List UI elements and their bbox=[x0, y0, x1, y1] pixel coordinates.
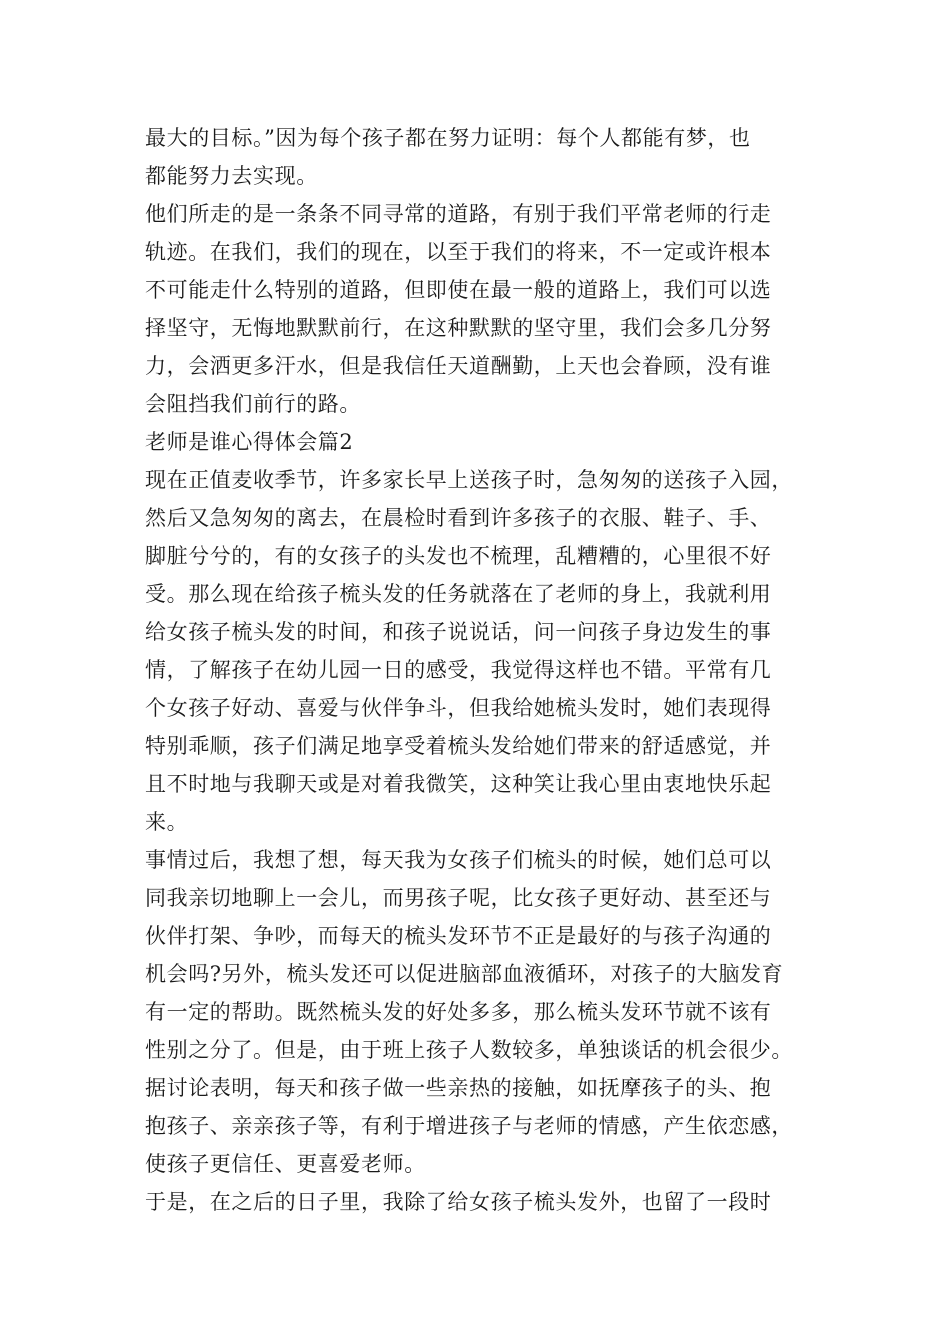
text-line: 给女孩子梳头发的时间，和孩子说说话，问一问孩子身边发生的事 bbox=[145, 620, 772, 644]
text-line: 不可能走什么特别的道路，但即使在最一般的道路上，我们可以选 bbox=[145, 278, 772, 302]
text-line: 性别之分了。但是，由于班上孩子人数较多，单独谈话的机会很少。 bbox=[145, 1038, 793, 1062]
text-line: 据讨论表明，每天和孩子做一些亲热的接触，如抚摩孩子的头、抱 bbox=[145, 1076, 772, 1100]
text-line: 力，会洒更多汗水，但是我信任天道酬勤，上天也会眷顾，没有谁 bbox=[145, 354, 772, 378]
text-line: 个女孩子好动、喜爱与伙伴争斗，但我给她梳头发时，她们表现得 bbox=[145, 696, 772, 720]
text-line: 受。那么现在给孩子梳头发的任务就落在了老师的身上，我就利用 bbox=[145, 582, 772, 606]
text-line: 有一定的帮助。既然梳头发的好处多多，那么梳头发环节就不该有 bbox=[145, 1000, 772, 1024]
section-heading: 老师是谁心得体会篇2 bbox=[145, 430, 354, 454]
text-line: 择坚守，无悔地默默前行，在这种默默的坚守里，我们会多几分努 bbox=[145, 316, 772, 340]
text-line: 轨迹。在我们，我们的现在，以至于我们的将来，不一定或许根本 bbox=[145, 240, 772, 264]
text-line: 且不时地与我聊天或是对着我微笑，这种笑让我心里由衷地快乐起 bbox=[145, 772, 772, 796]
text-line: 最大的目标。”因为每个孩子都在努力证明：每个人都能有梦，也 bbox=[145, 126, 751, 150]
text-line: 现在正值麦收季节，许多家长早上送孩子时，急匆匆的送孩子入园， bbox=[145, 468, 793, 492]
text-line: 同我亲切地聊上一会儿，而男孩子呢，比女孩子更好动、甚至还与 bbox=[145, 886, 772, 910]
text-line: 来。 bbox=[145, 810, 189, 834]
text-line: 抱孩子、亲亲孩子等，有利于增进孩子与老师的情感，产生依恋感， bbox=[145, 1114, 793, 1138]
text-line: 会阻挡我们前行的路。 bbox=[145, 392, 361, 416]
text-line: 他们所走的是一条条不同寻常的道路，有别于我们平常老师的行走 bbox=[145, 202, 772, 226]
text-line: 情，了解孩子在幼儿园一日的感受，我觉得这样也不错。平常有几 bbox=[145, 658, 772, 682]
text-line: 都能努力去实现。 bbox=[145, 164, 318, 188]
text-line: 机会吗?另外，梳头发还可以促进脑部血液循环，对孩子的大脑发育 bbox=[145, 962, 784, 986]
text-line: 伙伴打架、争吵，而每天的梳头发环节不正是最好的与孩子沟通的 bbox=[145, 924, 772, 948]
text-line: 脚脏兮兮的，有的女孩子的头发也不梳理，乱糟糟的，心里很不好 bbox=[145, 544, 772, 568]
document-body bbox=[145, 119, 825, 1221]
text-line: 于是，在之后的日子里，我除了给女孩子梳头发外，也留了一段时 bbox=[145, 1190, 772, 1214]
text-line: 特别乖顺，孩子们满足地享受着梳头发给她们带来的舒适感觉，并 bbox=[145, 734, 772, 758]
text-line: 然后又急匆匆的离去，在晨检时看到许多孩子的衣服、鞋子、手、 bbox=[145, 506, 772, 530]
text-line: 使孩子更信任、更喜爱老师。 bbox=[145, 1152, 426, 1176]
text-line: 事情过后，我想了想，每天我为女孩子们梳头的时候，她们总可以 bbox=[145, 848, 772, 872]
